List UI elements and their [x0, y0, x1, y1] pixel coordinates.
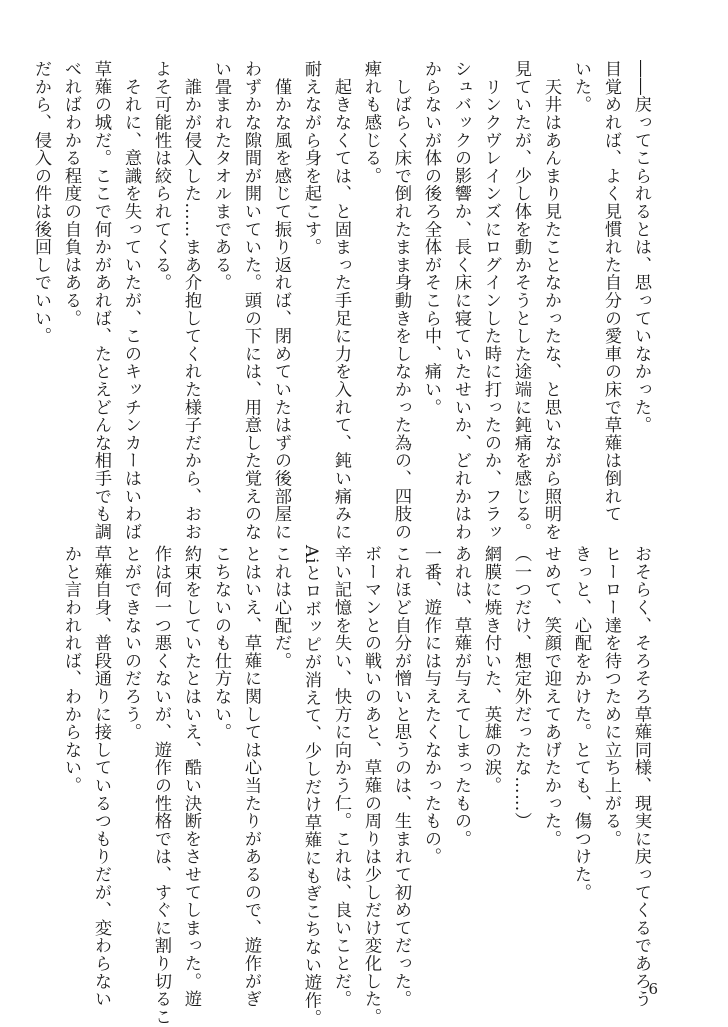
text-line: 網膜に焼き付いた、英雄の涙。: [481, 545, 501, 795]
text-line: ――戻ってこられるとは、思っていなかった。: [631, 60, 651, 434]
text-line: おそらく、そろそろ草薙同様、現実に戻ってくるであろう: [631, 545, 651, 1008]
text-line: 草薙の城だ。ここで何かがあれば、たとえどんな相手でも調: [91, 60, 111, 541]
text-line: わずかな隙間が開いていた。頭の下には、用意した覚えのな: [241, 60, 261, 541]
text-line: これは心配だ。: [271, 545, 291, 670]
text-line: こちないのも仕方ない。: [211, 545, 231, 741]
text-line: 耐えながら身を起こす。: [301, 60, 321, 256]
text-line: よそ可能性は絞られてくる。: [151, 60, 171, 292]
text-line: 天井はあんまり見たことなかったな、と思いながら照明を: [541, 60, 561, 541]
text-line: 一番、遊作には与えたくなかったもの。: [421, 545, 441, 866]
text-line: 起きなくては、と固まった手足に力を入れて、鈍い痛みに: [331, 60, 351, 541]
text-line: せめて、笑顔で迎えてあげたかった。: [541, 545, 561, 848]
text-line: 見ていたが、少し体を動かそうとした途端に鈍痛を感じる。: [511, 60, 531, 541]
text-line: だから、侵入の件は後回しでいい。: [31, 60, 51, 345]
text-line: ヒーロー達を待つために立ち上がる。: [601, 545, 621, 848]
text-line: それに、意識を失っていたが、このキッチンカーはいわば: [121, 60, 141, 541]
text-line: リンクヴレインズにログインした時に打ったのか、フラッ: [481, 60, 501, 541]
text-line: あれは、草薙が与えてしまったもの。: [451, 545, 471, 848]
text-line: シュバックの影響か、長く床に寝ていたせいか、どれかはわ: [451, 60, 471, 541]
text-line: とはいえ、草薙に関しては心当たりがあるので、遊作がぎ: [241, 545, 261, 1008]
text-line: いた。: [571, 60, 591, 114]
page-number: 6: [648, 980, 658, 998]
text-line: べればわかる程度の自負はある。: [61, 60, 81, 327]
text-line: ボーマンとの戦いのあと、草薙の周りは少しだけ変化した。: [361, 545, 381, 1026]
text-line: 誰かが侵入した……まあ介抱してくれた様子だから、おお: [181, 60, 201, 541]
text-line: きっと、心配をかけた。とても、傷つけた。: [571, 545, 591, 901]
text-line: からないが体の後ろ全体がそこら中、痛い。: [421, 60, 441, 416]
text-line: Aiとロボッピが消えて、少しだけ草薙にもぎこちない遊作。: [301, 545, 321, 1027]
text-line: とができないのだろう。: [121, 545, 141, 741]
text-line: 痺れも感じる。: [361, 60, 381, 185]
text-line: 約束をしていたとはいえ、酷い決断をさせてしまった。遊: [181, 545, 201, 1008]
text-line: い畳まれたタオルまである。: [211, 60, 231, 292]
text-line: 辛い記憶を失い、快方に向かう仁。これは、良いことだ。: [331, 545, 351, 1008]
text-line: かと言われれば、わからない。: [61, 545, 81, 795]
top-text-block: [26, 60, 656, 541]
bottom-text-block: [56, 545, 656, 1027]
text-line: 目覚めれば、よく見慣れた自分の愛車の床で草薙は倒れて: [601, 60, 621, 523]
text-line: （一つだけ、想定外だったな……）: [511, 545, 531, 830]
text-line: 草薙自身、普段通りに接しているつもりだが、変わらない: [91, 545, 111, 1008]
text-line: しばらく床で倒れたまま身動きをしなかった為の、四肢の: [391, 60, 411, 541]
text-line: 僅かな風を感じて振り返れば、閉めていたはずの後部屋に: [271, 60, 291, 541]
text-line: 作は何一つ悪くないが、遊作の性格では、すぐに割り切るこ: [151, 545, 171, 1026]
text-line: これほど自分が憎いと思うのは、生まれて初めてだった。: [391, 545, 411, 1008]
